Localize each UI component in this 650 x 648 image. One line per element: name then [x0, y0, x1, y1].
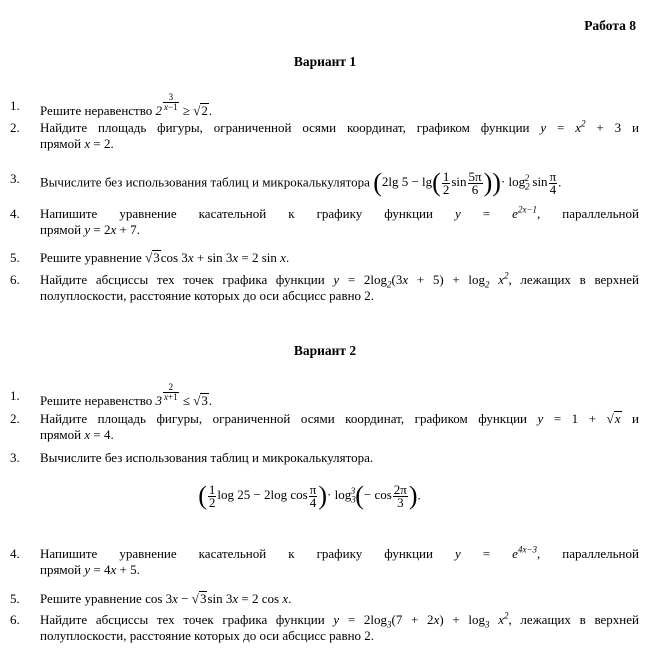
v2-task-3: [10, 450, 639, 509]
task-number: 5.: [10, 591, 20, 606]
task-text: Решите уравнение cos 3x − √3sin 3x = 2 cos x.: [40, 591, 292, 606]
task-text: Найдите площадь фигуры, ограниченной осями координат, графиком функции y = 1 + √x и: [40, 411, 639, 426]
task-number: 5.: [10, 250, 20, 265]
task-number: 6.: [10, 612, 20, 627]
task-text: Вычислите без использования таблиц и микрокалькулятора (2lg 5 − lg( $\frac{1}{2}$ sin $\frac{5\pi}{6}$ ))· $\log_2^2 \sin$ $\frac{\pi}{4}$ .: [40, 168, 562, 198]
formula-line: x = 4: [84, 427, 111, 442]
task-number: 6.: [10, 272, 20, 287]
task-text-line2: прямой x = 4.: [40, 427, 114, 442]
formula-line: y = 2x + 7: [84, 222, 137, 237]
formula-expression: (2lg 5 − lg( $\frac{1}{2}$ sin $\frac{5\pi}{6}$ ))· $\log_2^2 \sin$ $\frac{\pi}{4}$: [373, 168, 557, 198]
v1-task-3: [10, 168, 639, 198]
v1-task-4: [10, 206, 639, 238]
v2-task-1: [10, 382, 639, 409]
v2-task-6: [10, 612, 639, 644]
task-text-line2: прямой y = 2x + 7.: [40, 222, 140, 237]
formula-expression: ( $\frac{1}{2}$ log 25 − 2log cos $\frac{\pi}{4}$ )· $\log_3^3(- \cos$ $\frac{2\pi}{3}$ ): [198, 481, 418, 511]
variant-1-title: Вариант 1: [293, 54, 357, 69]
task-number: 2.: [10, 120, 20, 135]
v2-task-2: [10, 411, 639, 443]
formula-equation: √3cos 3x + sin 3x = 2 sin x: [145, 250, 286, 265]
task-text: Напишите уравнение касательной к графику функции $y = e^{4x-3}$, параллельной: [40, 544, 639, 561]
formula-inequality: 2 $^{\frac{3}{x-1}}$ ≥ √2: [155, 92, 208, 118]
task-number: 1.: [10, 388, 20, 403]
task-text: Решите уравнение √3cos 3x + sin 3x = 2 sin x.: [40, 250, 290, 265]
task-number: 3.: [10, 450, 20, 465]
formula-inequality: 3 $^{\frac{2}{x+1}}$ ≤ √3: [155, 382, 208, 408]
task-text: Напишите уравнение касательной к графику функции $y = e^{2x-1}$, параллельной: [40, 204, 639, 221]
formula-function: $y = 2\log_2(3x + 5) + \log_2 x^2$: [333, 270, 509, 290]
task-number: 1.: [10, 98, 20, 113]
formula-function: $y = e^{4x-3}$: [455, 544, 538, 561]
task-text: Найдите абсциссы тех точек графика функции $y = 2\log_2(3x + 5) + \log_2 x^2$, лежащих в верхней полуплоскости, расстояние которых до оси абсцисс равно 2.: [40, 270, 639, 303]
task-text: Решите неравенство 2 $^{\frac{3}{x-1}}$ ≥ √2.: [40, 92, 213, 118]
task-formula-block: ( $\frac{1}{2}$ log 25 − 2log cos $\frac{\pi}{4}$ )· $\log_3^3(- \cos$ $\frac{2\pi}{3}$ ).: [198, 481, 421, 511]
v1-task-1: [10, 92, 639, 119]
task-number: 4.: [10, 206, 20, 221]
v1-task-5: [10, 250, 639, 266]
variant-2-title: Вариант 2: [293, 343, 357, 358]
task-text: Найдите площадь фигуры, ограниченной осями координат, графиком функции $y = x^2 + 3$ и: [40, 118, 639, 135]
task-text-line2: прямой x = 2.: [40, 136, 114, 151]
v1-task-2: [10, 120, 639, 152]
task-text-line2: прямой y = 4x + 5.: [40, 562, 140, 577]
formula-equation: cos 3x − √3sin 3x = 2 cos x: [145, 591, 289, 606]
formula-function: $y = 2\log_3(7 + 2x) + \log_3 x^2$: [333, 610, 509, 630]
v1-task-6: [10, 272, 639, 304]
task-number: 4.: [10, 546, 20, 561]
task-number: 3.: [10, 171, 20, 186]
formula-line: x = 2: [84, 136, 111, 151]
work-title: Работа 8: [584, 18, 636, 33]
task-number: 2.: [10, 411, 20, 426]
formula-function: $y = e^{2x-1}$: [455, 204, 538, 221]
formula-line: y = 4x + 5: [84, 562, 137, 577]
formula-function: y = 1 + √x: [537, 411, 621, 426]
task-text: Решите неравенство 3 $^{\frac{2}{x+1}}$ ≤ √3.: [40, 382, 213, 408]
task-text: Найдите абсциссы тех точек графика функции $y = 2\log_3(7 + 2x) + \log_3 x^2$, лежащих в верхней полуплоскости, расстояние которых до оси абсцисс равно 2.: [40, 610, 639, 643]
task-text: Вычислите без использования таблиц и микрокалькулятора.: [40, 450, 374, 465]
formula-function: $y = x^2 + 3$: [540, 118, 622, 135]
v2-task-5: [10, 591, 639, 607]
v2-task-4: [10, 546, 639, 578]
